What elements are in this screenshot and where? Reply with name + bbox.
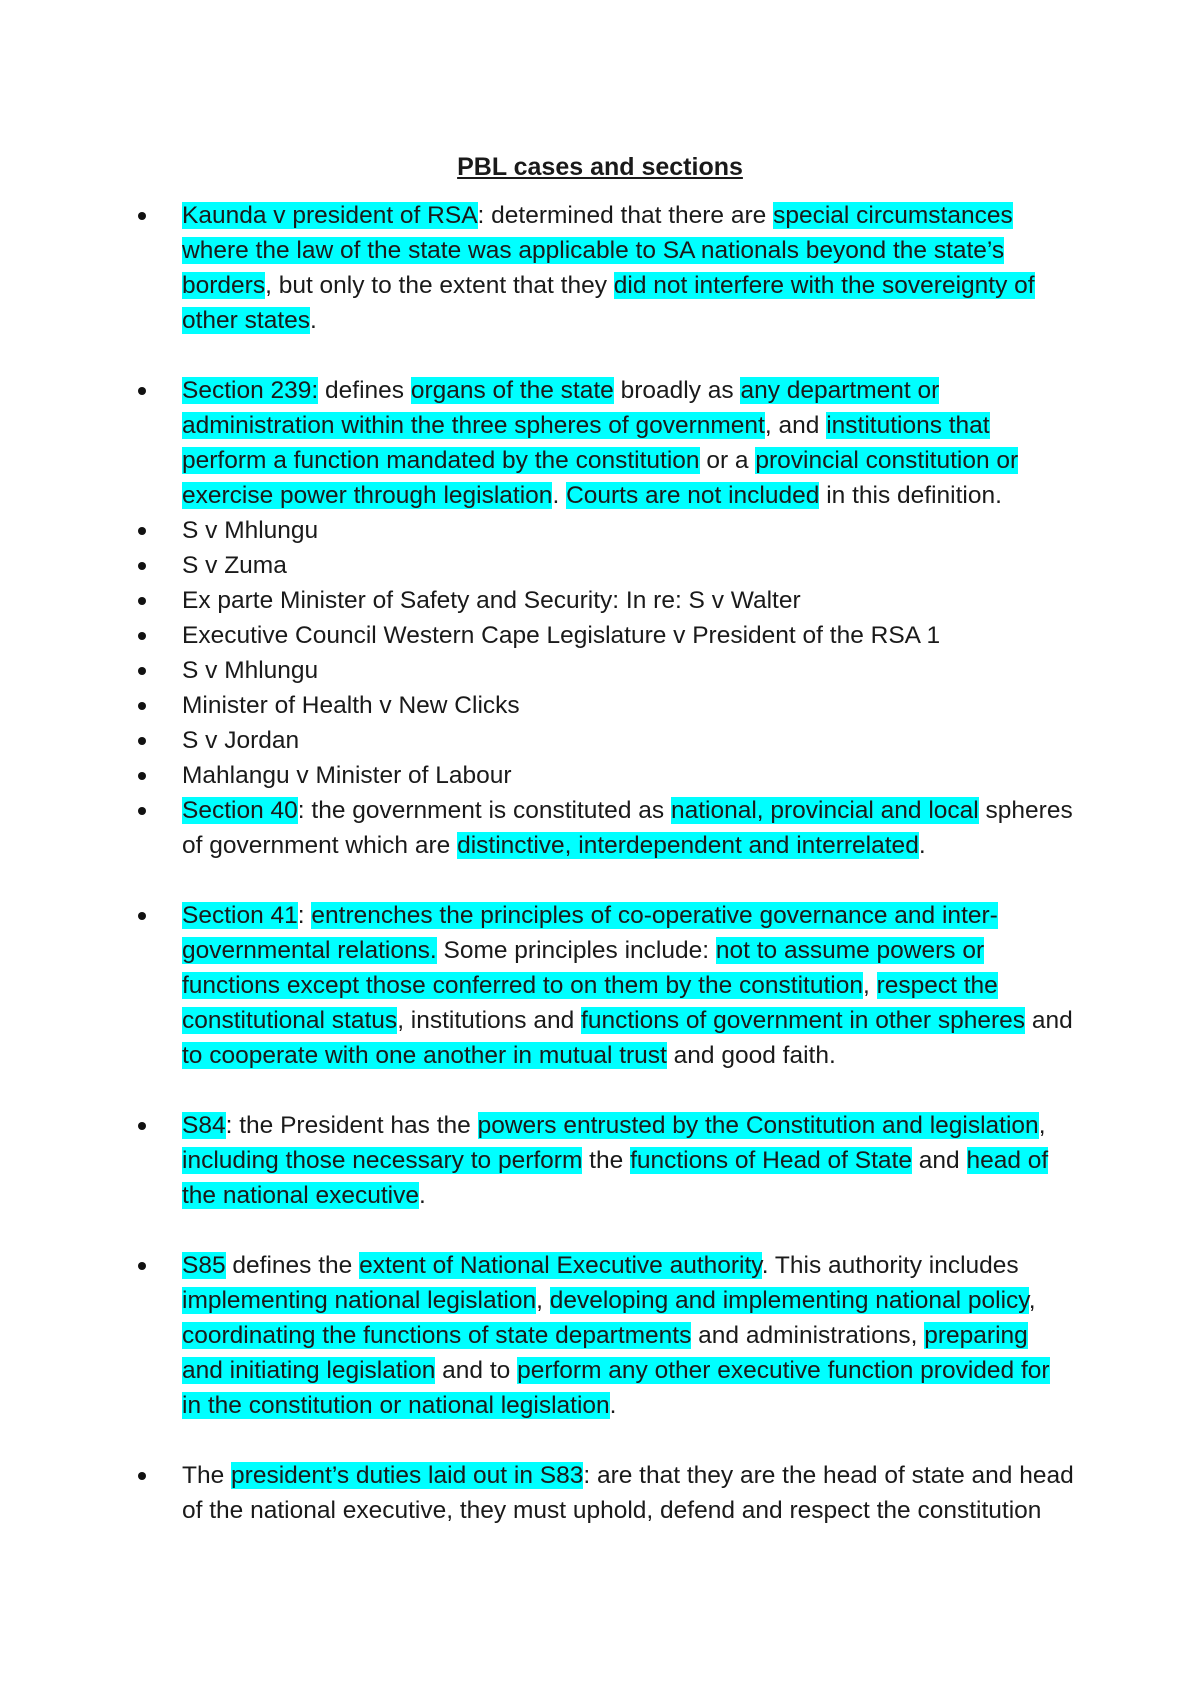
text-segment: S v Zuma — [182, 552, 287, 579]
highlighted-text: distinctive, interdependent and interrelated — [457, 832, 919, 859]
list-item — [130, 688, 1075, 723]
text-segment: spheres of government which are — [182, 797, 1073, 859]
highlighted-text: developing and implementing national policy — [549, 1287, 1029, 1314]
highlighted-text: any department or administration within the three spheres of government — [182, 377, 940, 439]
list-item — [130, 198, 1075, 338]
highlighted-text: entrenches the principles of co-operative governance and inter-governmental relations. — [182, 902, 998, 964]
text-segment: defines — [318, 377, 411, 404]
text-segment: , — [862, 972, 877, 999]
highlighted-text: S84 — [182, 1112, 226, 1139]
highlighted-text: not to assume powers or functions except those conferred to on them by the constitution — [182, 937, 985, 999]
highlighted-text: powers entrusted by the Constitution and legislation — [477, 1112, 1039, 1139]
text-segment: Some principles include: — [436, 937, 716, 964]
text-segment: : — [297, 902, 312, 929]
list-item — [130, 758, 1075, 793]
list-item — [130, 583, 1075, 618]
highlighted-text: Courts are not included — [566, 482, 820, 509]
bullet-list — [130, 198, 1075, 1528]
highlighted-text: Kaunda v president of RSA — [182, 202, 478, 229]
highlighted-text: perform any other executive function provided for in the constitution or national legislation — [182, 1357, 1050, 1419]
text-segment: The — [182, 1462, 232, 1489]
highlighted-text: national, provincial and local — [670, 797, 979, 824]
highlighted-text: respect the constitutional status — [182, 972, 998, 1034]
text-segment: defines the — [225, 1252, 360, 1279]
text-segment: Ex parte Minister of Safety and Security: In re: S v Walter — [182, 587, 801, 614]
text-segment: , — [1028, 1287, 1036, 1314]
text-segment: Mahlangu v Minister of Labour — [182, 762, 512, 789]
text-segment: the — [582, 1147, 631, 1174]
text-segment: Executive Council Western Cape Legislature v President of the RSA 1 — [182, 622, 941, 649]
text-segment: S v Mhlungu — [182, 517, 319, 544]
text-segment: : the government is constituted as — [297, 797, 671, 824]
highlighted-text: preparing and initiating legislation — [182, 1322, 1028, 1384]
text-segment: broadly as — [613, 377, 741, 404]
highlighted-text: coordinating the functions of state departments — [182, 1322, 692, 1349]
text-segment: : determined that there are — [477, 202, 774, 229]
highlighted-text: implementing national legislation — [182, 1287, 537, 1314]
text-segment: . — [609, 1392, 617, 1419]
highlighted-text: functions of government in other spheres — [581, 1007, 1026, 1034]
highlighted-text: functions of Head of State — [630, 1147, 912, 1174]
text-segment: and administrations, — [691, 1322, 925, 1349]
highlighted-text: institutions that perform a function mandated by the constitution — [182, 412, 990, 474]
list-item — [130, 793, 1075, 863]
highlighted-text: provincial constitution or exercise power through legislation — [182, 447, 1019, 509]
list-item — [130, 653, 1075, 688]
highlighted-text: organs of the state — [410, 377, 614, 404]
text-segment: : are that they are the head of state and head of the national executive, they must uphold, defend and respect the constitution — [182, 1462, 1074, 1524]
text-segment: . — [918, 832, 926, 859]
list-item — [130, 1248, 1075, 1423]
highlighted-text: S85 — [182, 1252, 226, 1279]
text-segment: and — [1025, 1007, 1073, 1034]
text-segment: in this definition. — [819, 482, 1002, 509]
list-item — [130, 618, 1075, 653]
highlighted-text: did not interfere with the sovereignty of other states — [182, 272, 1035, 334]
document-title: PBL cases and sections — [457, 153, 743, 181]
text-segment: or a — [699, 447, 756, 474]
text-segment: : the President has the — [225, 1112, 478, 1139]
highlighted-text: Section 41 — [182, 902, 298, 929]
text-segment: , — [1038, 1112, 1046, 1139]
text-segment: . — [310, 307, 317, 334]
text-segment: S v Jordan — [182, 727, 300, 754]
highlighted-text: special circumstances where the law of the state was applicable to SA nationals beyond the state’s borders — [182, 202, 1013, 299]
text-segment: , and — [764, 412, 827, 439]
highlighted-text: president’s duties laid out in S83 — [231, 1462, 584, 1489]
highlighted-text: Section 239: — [182, 377, 319, 404]
text-segment: , — [536, 1287, 550, 1314]
text-segment: , institutions and — [397, 1007, 582, 1034]
highlighted-text: Section 40 — [182, 797, 298, 824]
list-item — [130, 373, 1075, 513]
text-segment: S v Mhlungu — [182, 657, 319, 684]
highlighted-text: including those necessary to perform — [182, 1147, 583, 1174]
highlighted-text: extent of National Executive authority — [359, 1252, 762, 1279]
list-item — [130, 513, 1075, 548]
text-segment: and good faith. — [666, 1042, 836, 1069]
list-item — [130, 1108, 1075, 1213]
list-item — [130, 548, 1075, 583]
text-segment: . — [419, 1182, 426, 1209]
list-item — [130, 723, 1075, 758]
highlighted-text: to cooperate with one another in mutual trust — [182, 1042, 667, 1069]
highlighted-text: head of the national executive — [182, 1147, 1049, 1209]
text-segment: , but only to the extent that they — [265, 272, 614, 299]
text-segment: and — [912, 1147, 967, 1174]
text-segment: . This authority includes — [761, 1252, 1019, 1279]
text-segment: and to — [435, 1357, 518, 1384]
list-item — [130, 898, 1075, 1073]
list-item — [130, 1458, 1075, 1528]
text-segment: Minister of Health v New Clicks — [182, 692, 520, 719]
text-segment: . — [552, 482, 567, 509]
